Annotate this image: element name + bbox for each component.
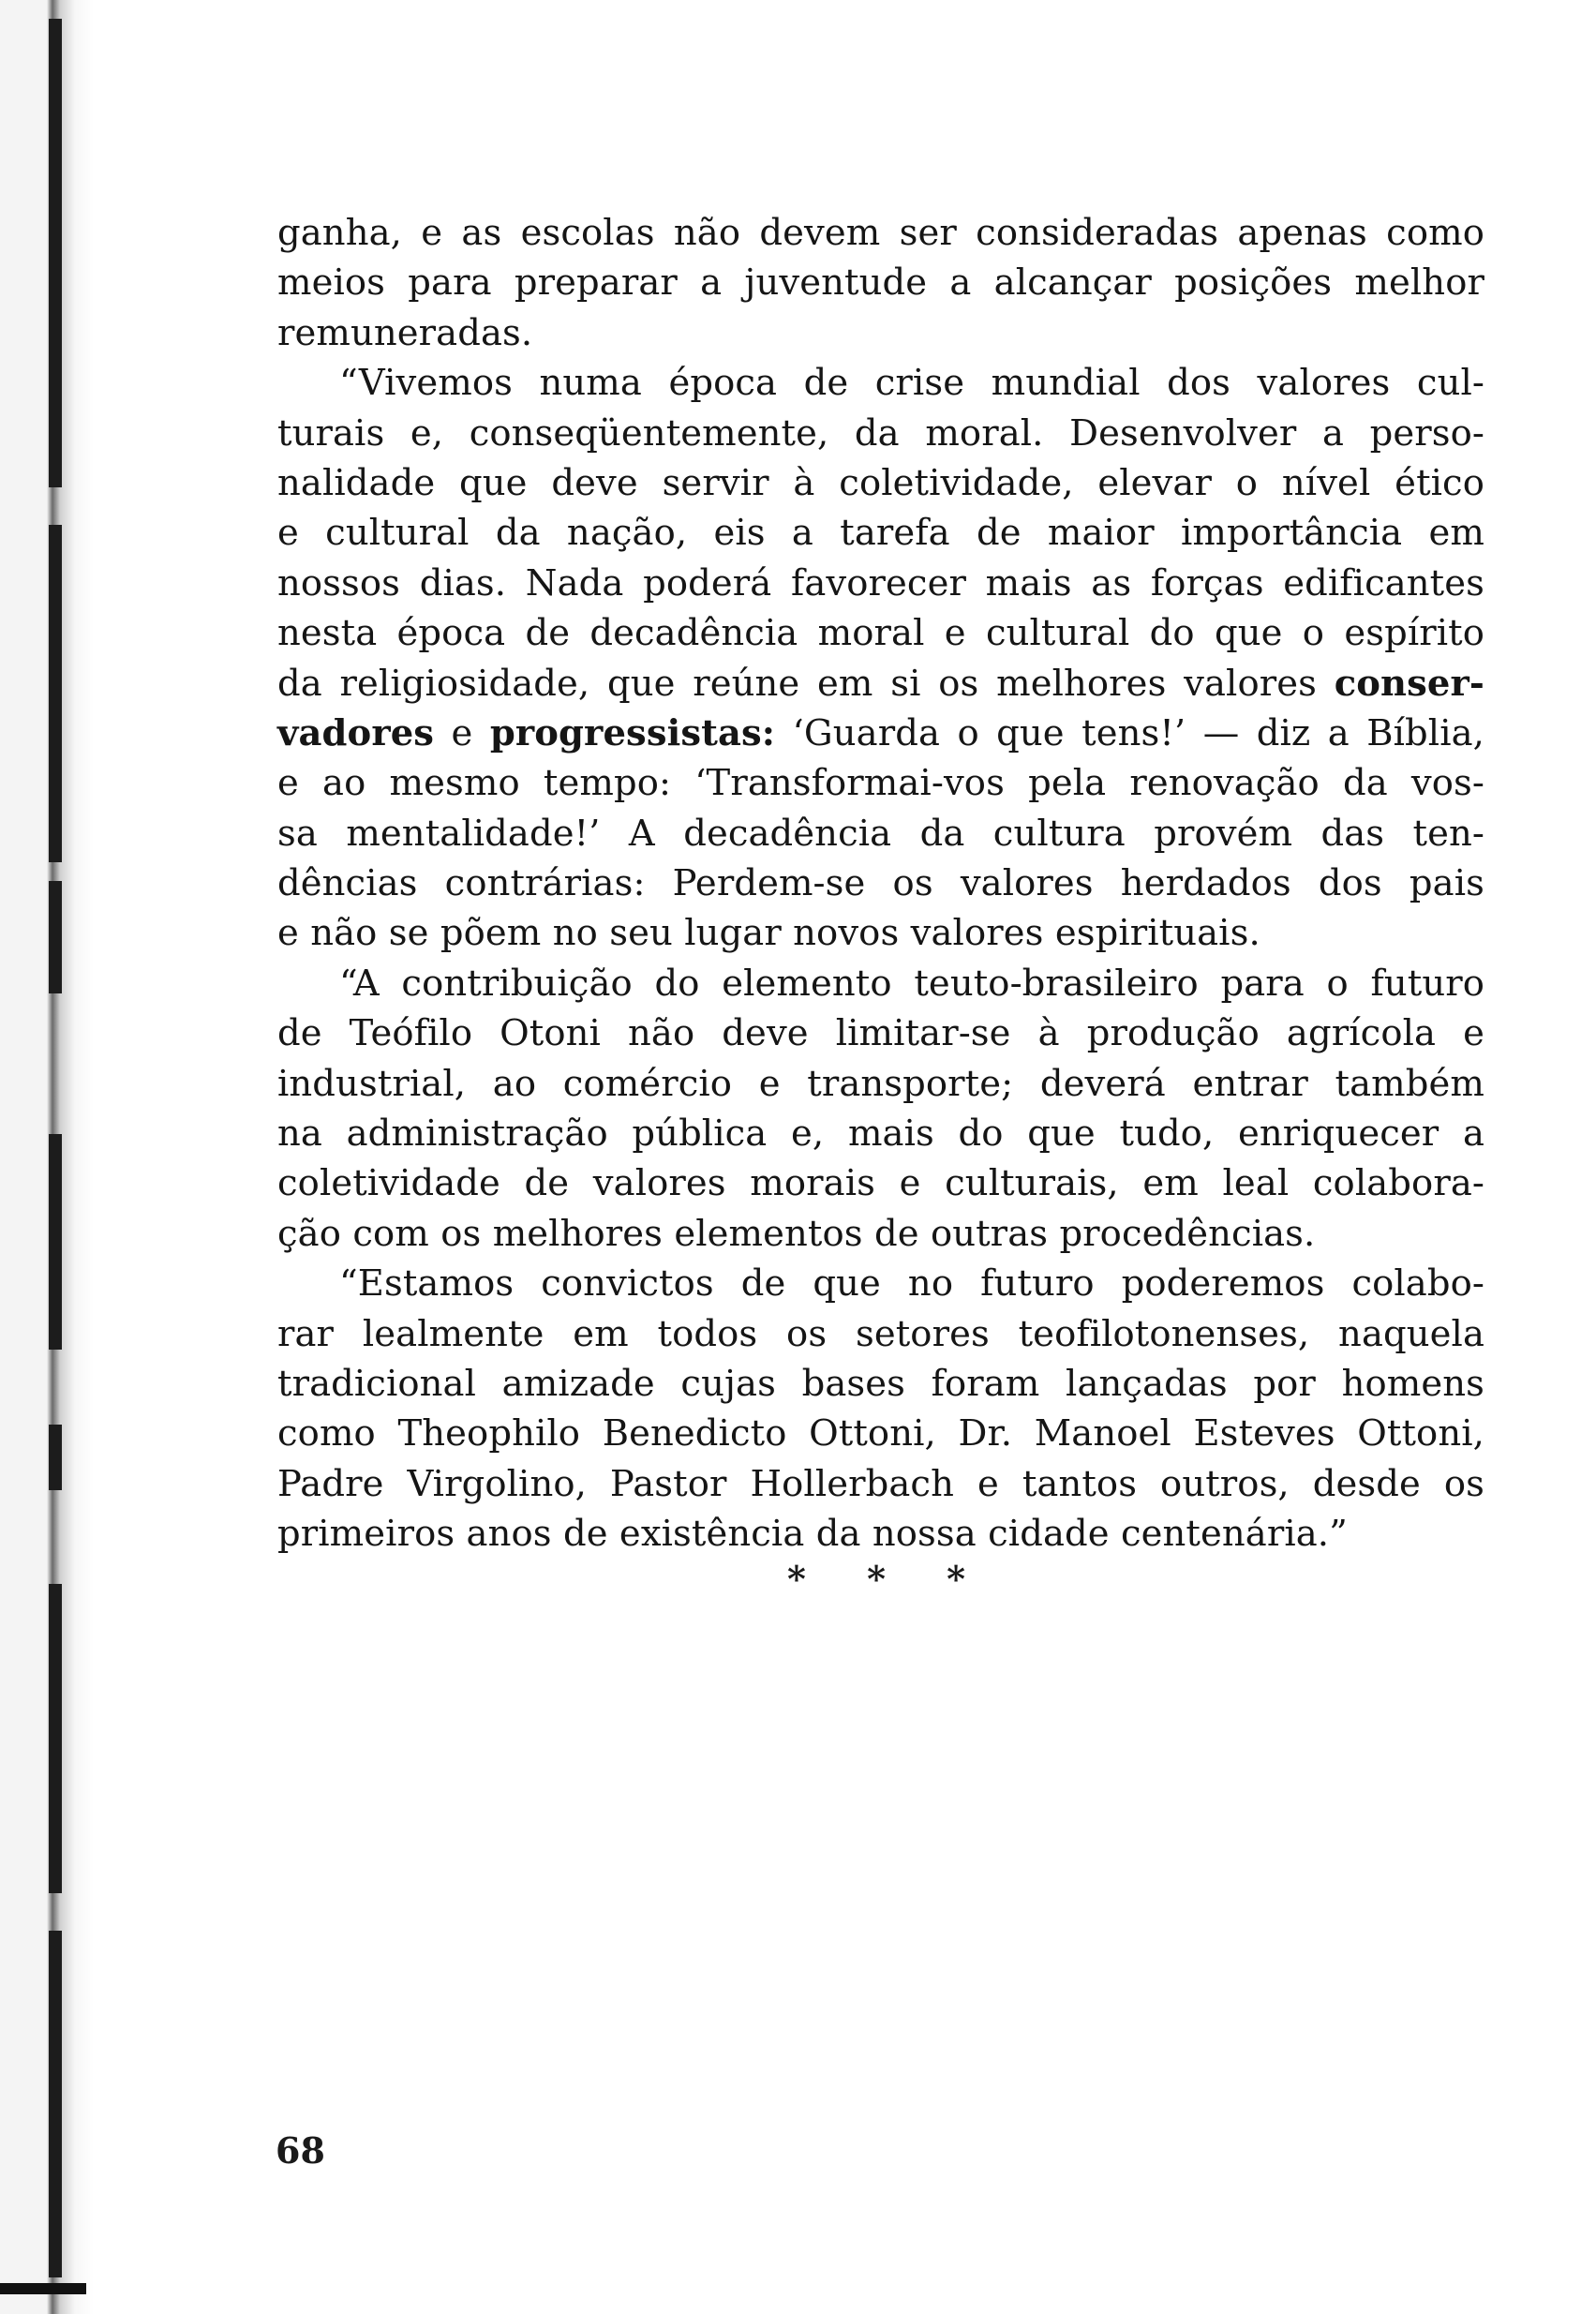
text-line: da religiosidade, que reúne em si os melhores valores conser-: [277, 662, 1484, 705]
text-line: turais e, conseqüentemente, da moral. Desenvolver a perso-: [277, 411, 1484, 455]
text-line: nossos dias. Nada poderá favorecer mais as forças edificantes: [277, 561, 1484, 605]
text-line: como Theophilo Benedicto Ottoni, Dr. Manoel Esteves Ottoni,: [277, 1412, 1484, 1456]
text-line: “A contribuição do elemento teuto-brasileiro para o futuro: [339, 962, 1484, 1005]
text-line: sa mentalidade!’ A decadência da cultura provém das ten-: [277, 812, 1484, 855]
text-line: meios para preparar a juventude a alcançar posições melhor: [277, 261, 1484, 305]
text-line: primeiros anos de existência da nossa cidade centenária.”: [277, 1513, 1348, 1556]
text-line: na administração pública e, mais do que tudo, enriquecer a: [277, 1112, 1484, 1156]
text-line: e não se põem no seu lugar novos valores espirituais.: [277, 912, 1260, 955]
text-line: ção com os melhores elementos de outras procedências.: [277, 1212, 1316, 1255]
binding-shadow-mark: [49, 19, 62, 487]
text-line: e cultural da nação, eis a tarefa de maior importância em: [277, 512, 1484, 555]
text-line: ganha, e as escolas não devem ser consideradas apenas como: [277, 212, 1484, 254]
text-line: “Vivemos numa época de crise mundial dos valores cul-: [339, 362, 1484, 405]
text-line: Padre Virgolino, Pastor Hollerbach e tantos outros, desde os: [277, 1462, 1484, 1505]
binding-shadow-mark: [49, 525, 62, 862]
section-separator: [787, 1558, 965, 1600]
text-line: e ao mesmo tempo: ‘Transformai-vos pela renovação da vos-: [277, 762, 1484, 805]
bold-term: conser-: [1334, 662, 1484, 705]
text-line: nalidade que deve servir à coletividade, elevar o nível ético: [277, 461, 1484, 504]
binding-shadow-mark: [49, 1584, 62, 1893]
separator-asterisk: *: [867, 1558, 886, 1600]
text-line: nesta época de decadência moral e cultural do que o espírito: [277, 612, 1484, 655]
text-line: de Teófilo Otoni não deve limitar-se à produção agrícola e: [277, 1012, 1484, 1055]
text-line: dências contrárias: Perdem-se os valores herdados dos pais: [277, 862, 1484, 905]
bold-term: vadores: [277, 711, 435, 754]
text-line: coletividade de valores morais e culturais, em leal colabora-: [277, 1162, 1484, 1205]
bold-term: progressistas:: [489, 711, 776, 754]
text-line: tradicional amizade cujas bases foram lançadas por homens: [277, 1362, 1484, 1405]
binding-shadow-mark: [49, 1134, 62, 1350]
binding-shadow-foot: [0, 2283, 86, 2294]
body-text: [277, 208, 1484, 1560]
binding-shadow-mark: [49, 1931, 62, 2277]
text-line: rar lealmente em todos os setores teofilotonenses, naquela: [277, 1312, 1484, 1355]
binding-shadow-mark: [49, 881, 62, 993]
text-line: “Estamos convictos de que no futuro poderemos colabo-: [339, 1262, 1484, 1306]
separator-asterisk: *: [787, 1558, 806, 1600]
text-line: vadores e progressistas: ‘Guarda o que tens!’ — diz a Bíblia,: [277, 711, 1484, 754]
text-line: industrial, ao comércio e transporte; deverá entrar também: [277, 1062, 1484, 1105]
text-line: remuneradas.: [277, 311, 533, 354]
separator-asterisk: *: [947, 1558, 965, 1600]
page-binding-edge: [0, 0, 94, 2314]
binding-shadow-mark: [49, 1425, 62, 1490]
page-number: 68: [276, 2129, 325, 2172]
